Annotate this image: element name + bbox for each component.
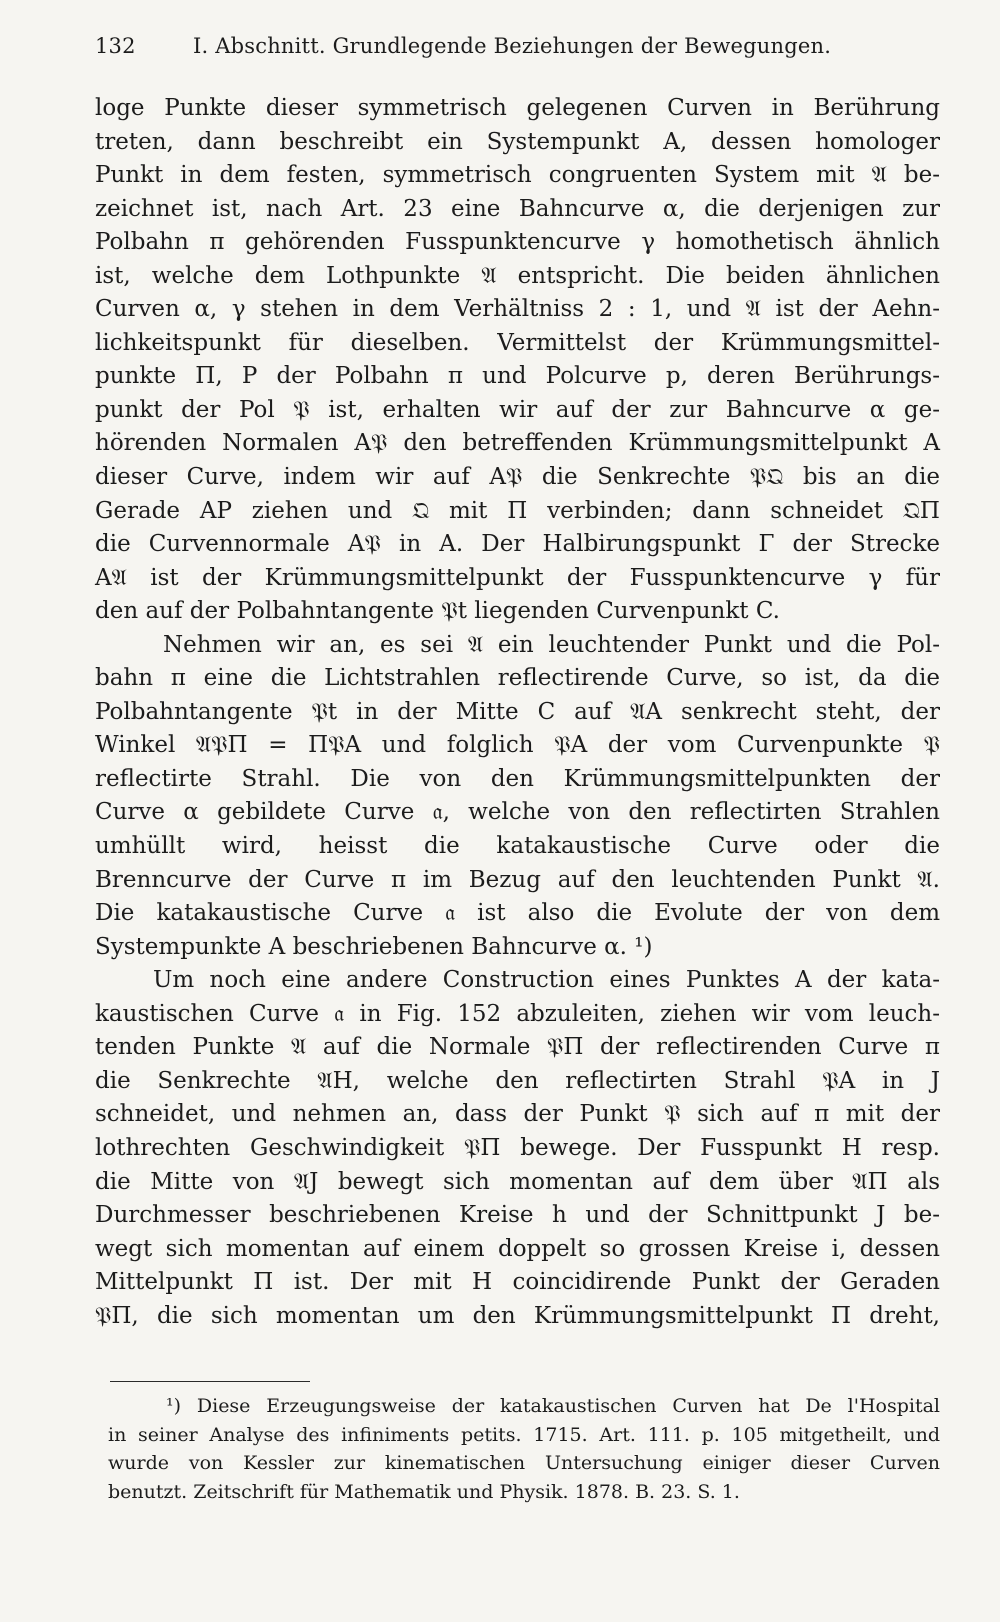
footnote-divider [110,1381,310,1382]
footnote-line: benutzt. Zeitschrift für Mathematik und Physik. 1878. B. 23. S. 1. [108,1480,740,1503]
text-line: Die katakaustische Curve 𝔞 ist also die Evolute der von dem [95,900,940,927]
text-line: loge Punkte dieser symmetrisch gelegenen Curven in Berührung [95,95,940,121]
text-line: zeichnet ist, nach Art. 23 eine Bahncurve α, die derjenigen zur [95,195,940,222]
text-line: tenden Punkte 𝔄 auf die Normale 𝔓Π der reflectirenden Curve π [95,1034,940,1061]
text-line: wegt sich momentan auf einem doppelt so grossen Kreise i, dessen [95,1235,940,1262]
running-header [95,34,930,58]
text-line: den auf der Polbahntangente 𝔓t liegenden Curvenpunkt C. [95,598,780,625]
text-line: umhüllt wird, heisst die katakaustische Curve oder die [95,833,940,860]
text-line: 𝔓Π, die sich momentan um den Krümmungsmittelpunkt Π dreht, [95,1302,940,1329]
text-line: reflectirte Strahl. Die von den Krümmungsmittelpunkten der [95,765,940,792]
footnotes [108,1392,940,1506]
text-line: Systempunkte A beschriebenen Bahncurve α. ¹) [95,933,653,960]
paragraph-first-line: Nehmen wir an, es sei 𝔄 ein leuchtender Punkt und die Pol- [163,631,940,658]
text-line: Brenncurve der Curve π im Bezug auf den leuchtenden Punkt 𝔄. [95,866,940,893]
text-line: A𝔄 ist der Krümmungsmittelpunkt der Fusspunktencurve γ für [95,564,940,591]
text-line: die Curvennormale A𝔓 in A. Der Halbirungspunkt Γ der Strecke [95,531,940,558]
text-line: dieser Curve, indem wir auf A𝔓 die Senkrechte 𝔓𝔔 bis an die [95,464,940,491]
text-line: Curve α gebildete Curve 𝔞, welche von den reflectirten Strahlen [95,799,940,826]
text-line: kaustischen Curve 𝔞 in Fig. 152 abzuleiten, ziehen wir vom leuch- [95,1000,940,1027]
text-line: Polbahn π gehörenden Fusspunktencurve γ homothetisch ähnlich [95,229,940,256]
footnote-line: in seiner Analyse des infiniments petits. 1715. Art. 111. p. 105 mitgetheilt, und [108,1423,940,1446]
text-line: treten, dann beschreibt ein Systempunkt A, dessen homologer [95,128,940,155]
text-line: Gerade AP ziehen und 𝔔 mit Π verbinden; dann schneidet 𝔔Π [95,497,940,524]
text-line: schneidet, und nehmen an, dass der Punkt 𝔓 sich auf π mit der [95,1101,940,1128]
page-number: 132 [95,34,136,58]
text-line: Curven α, γ stehen in dem Verhältniss 2 : 1, und 𝔄 ist der Aehn- [95,296,940,323]
text-line: Punkt in dem festen, symmetrisch congruenten System mit 𝔄 be- [95,162,940,189]
text-line: Durchmesser beschriebenen Kreise h und der Schnittpunkt J be- [95,1202,940,1229]
text-line: die Senkrechte 𝔄H, welche den reflectirten Strahl 𝔓A in J [95,1067,940,1094]
text-line: die Mitte von 𝔄J bewegt sich momentan auf dem über 𝔄Π als [95,1168,940,1195]
text-line: lothrechten Geschwindigkeit 𝔓Π bewege. Der Fusspunkt H resp. [95,1134,940,1161]
footnote-line: wurde von Kessler zur kinematischen Untersuchung einiger dieser Curven [108,1452,940,1474]
text-line: Winkel 𝔄𝔓Π = Π𝔓A und folglich 𝔓A der vom Curvenpunkte 𝔓 [95,732,940,759]
text-line: Mittelpunkt Π ist. Der mit H coincidirende Punkt der Geraden [95,1269,940,1296]
footnote-line: ¹) Diese Erzeugungsweise der katakaustischen Curven hat De l'Hospital [166,1395,940,1417]
text-line: punkte Π, P der Polbahn π und Polcurve p, deren Berührungs- [95,363,940,390]
text-line: Polbahntangente 𝔓t in der Mitte C auf 𝔄A senkrecht steht, der [95,698,940,725]
text-line: bahn π eine die Lichtstrahlen reflectirende Curve, so ist, da die [95,665,940,692]
text-line: ist, welche dem Lothpunkte 𝔄 entspricht. Die beiden ähnlichen [95,262,940,289]
running-title: I. Abschnitt. Grundlegende Beziehungen der Bewegungen. [193,34,832,58]
text-line: lichkeitspunkt für dieselben. Vermittelst der Krümmungsmittel- [95,329,940,356]
text-line: hörenden Normalen A𝔓 den betreffenden Krümmungsmittelpunkt A [95,430,940,457]
body-text [95,92,940,1333]
text-line: punkt der Pol 𝔓 ist, erhalten wir auf der zur Bahncurve α ge- [95,396,940,423]
paragraph-first-line: Um noch eine andere Construction eines Punktes A der kata- [153,967,940,994]
